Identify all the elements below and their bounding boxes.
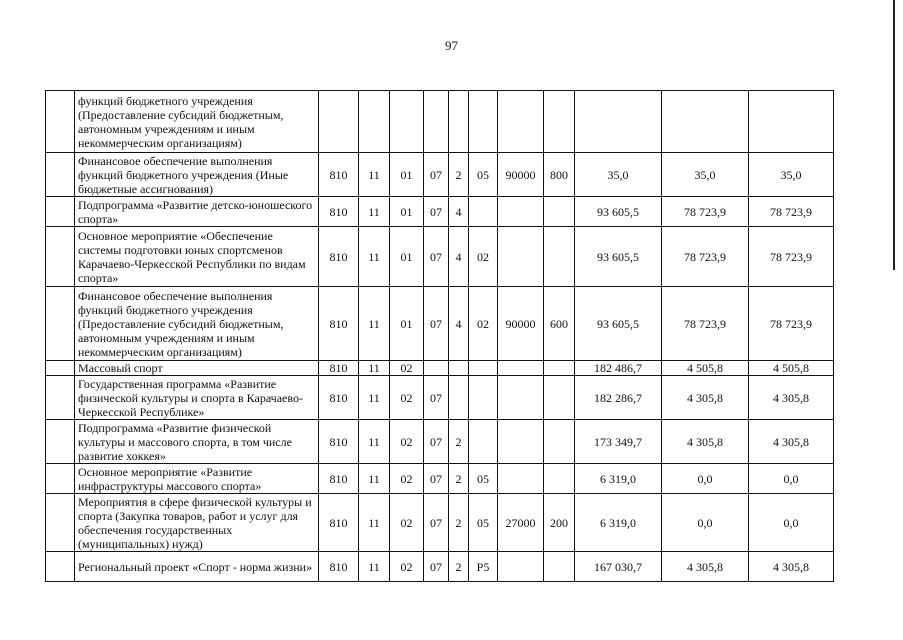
table-row <box>46 91 834 153</box>
code-cell-c1: 810 <box>319 287 359 361</box>
code-cell-c4: 07 <box>424 552 449 582</box>
code-cell-c2: 11 <box>359 153 390 197</box>
code-cell-c1: 810 <box>319 197 359 227</box>
amount-cell-v2: 4 305,8 <box>662 376 749 420</box>
code-cell-c7 <box>498 361 544 376</box>
row-margin-cell <box>46 153 75 197</box>
row-margin-cell <box>46 494 75 552</box>
code-cell-c5 <box>449 361 469 376</box>
row-margin-cell <box>46 420 75 464</box>
code-cell-c8: 600 <box>544 287 575 361</box>
code-cell-c6 <box>469 91 498 153</box>
amount-cell-v1 <box>575 91 662 153</box>
table-row <box>46 464 834 494</box>
code-cell-c7: 27000 <box>498 494 544 552</box>
code-cell-c2: 11 <box>359 464 390 494</box>
budget-table <box>45 90 834 582</box>
code-cell-c6 <box>469 376 498 420</box>
row-margin-cell <box>46 464 75 494</box>
row-margin-cell <box>46 227 75 287</box>
code-cell-c8 <box>544 361 575 376</box>
amount-cell-v3: 78 723,9 <box>749 227 834 287</box>
row-description: Основное мероприятие «Развитие инфраструктуры массового спорта» <box>75 464 319 494</box>
amount-cell-v1: 182 286,7 <box>575 376 662 420</box>
code-cell-c1: 810 <box>319 494 359 552</box>
amount-cell-v3: 0,0 <box>749 464 834 494</box>
code-cell-c8 <box>544 464 575 494</box>
amount-cell-v1: 93 605,5 <box>575 227 662 287</box>
code-cell-c1: 810 <box>319 376 359 420</box>
code-cell-c1: 810 <box>319 153 359 197</box>
amount-cell-v1: 6 319,0 <box>575 494 662 552</box>
code-cell-c7 <box>498 552 544 582</box>
amount-cell-v2: 4 305,8 <box>662 420 749 464</box>
code-cell-c1: 810 <box>319 227 359 287</box>
code-cell-c4: 07 <box>424 197 449 227</box>
amount-cell-v1: 182 486,7 <box>575 361 662 376</box>
row-description: Мероприятия в сфере физической культуры и спорта (Закупка товаров, работ и услуг для обеспечения государственных (муниципальных) нужд) <box>75 494 319 552</box>
code-cell-c4: 07 <box>424 420 449 464</box>
code-cell-c8: 800 <box>544 153 575 197</box>
table-row <box>46 197 834 227</box>
amount-cell-v2: 0,0 <box>662 494 749 552</box>
code-cell-c2 <box>359 91 390 153</box>
amount-cell-v2: 0,0 <box>662 464 749 494</box>
code-cell-c8 <box>544 376 575 420</box>
row-description: Региональный проект «Спорт - норма жизни» <box>75 552 319 582</box>
code-cell-c5: 2 <box>449 153 469 197</box>
row-margin-cell <box>46 361 75 376</box>
amount-cell-v1: 35,0 <box>575 153 662 197</box>
code-cell-c3: 01 <box>390 197 424 227</box>
row-description: Основное мероприятие «Обеспечение системы подготовки юных спортсменов Карачаево-Черкесской Республики по видам спорта» <box>75 227 319 287</box>
amount-cell-v3: 4 505,8 <box>749 361 834 376</box>
row-margin-cell <box>46 287 75 361</box>
page-number: 97 <box>445 38 458 53</box>
code-cell-c1: 810 <box>319 420 359 464</box>
amount-cell-v3: 78 723,9 <box>749 287 834 361</box>
code-cell-c1: 810 <box>319 361 359 376</box>
row-description: Финансовое обеспечение выполнения функций бюджетного учреждения (Иные бюджетные ассигнования) <box>75 153 319 197</box>
code-cell-c6: 02 <box>469 287 498 361</box>
code-cell-c5: 2 <box>449 464 469 494</box>
amount-cell-v2: 4 505,8 <box>662 361 749 376</box>
code-cell-c6: 05 <box>469 494 498 552</box>
amount-cell-v1: 93 605,5 <box>575 197 662 227</box>
page-edge-bar <box>893 0 895 270</box>
code-cell-c6 <box>469 361 498 376</box>
amount-cell-v3: 0,0 <box>749 494 834 552</box>
code-cell-c4: 07 <box>424 153 449 197</box>
code-cell-c4: 07 <box>424 494 449 552</box>
code-cell-c1: 810 <box>319 552 359 582</box>
code-cell-c3: 01 <box>390 153 424 197</box>
row-description: функций бюджетного учреждения (Предоставление субсидий бюджетным, автономным учреждениям и иным некоммерческим организациям) <box>75 91 319 153</box>
code-cell-c2: 11 <box>359 287 390 361</box>
code-cell-c1 <box>319 91 359 153</box>
code-cell-c3: 02 <box>390 494 424 552</box>
code-cell-c5: 4 <box>449 287 469 361</box>
row-margin-cell <box>46 552 75 582</box>
amount-cell-v3: 4 305,8 <box>749 376 834 420</box>
code-cell-c5: 2 <box>449 552 469 582</box>
code-cell-c7 <box>498 376 544 420</box>
row-margin-cell <box>46 376 75 420</box>
amount-cell-v1: 93 605,5 <box>575 287 662 361</box>
table-row <box>46 153 834 197</box>
code-cell-c2: 11 <box>359 494 390 552</box>
code-cell-c7 <box>498 227 544 287</box>
table-row <box>46 420 834 464</box>
amount-cell-v1: 6 319,0 <box>575 464 662 494</box>
table-row <box>46 287 834 361</box>
code-cell-c8: 200 <box>544 494 575 552</box>
row-description: Подпрограмма «Развитие детско-юношеского спорта» <box>75 197 319 227</box>
amount-cell-v2 <box>662 91 749 153</box>
code-cell-c4: 07 <box>424 376 449 420</box>
amount-cell-v2: 78 723,9 <box>662 227 749 287</box>
code-cell-c4: 07 <box>424 464 449 494</box>
code-cell-c5: 4 <box>449 227 469 287</box>
code-cell-c8 <box>544 197 575 227</box>
row-description: Подпрограмма «Развитие физической культуры и массового спорта, в том числе развитие хоккея» <box>75 420 319 464</box>
table-row <box>46 376 834 420</box>
row-description: Массовый спорт <box>75 361 319 376</box>
code-cell-c5: 2 <box>449 420 469 464</box>
code-cell-c3: 02 <box>390 464 424 494</box>
code-cell-c4: 07 <box>424 287 449 361</box>
code-cell-c6: 02 <box>469 227 498 287</box>
code-cell-c7: 90000 <box>498 287 544 361</box>
code-cell-c1: 810 <box>319 464 359 494</box>
amount-cell-v3: 78 723,9 <box>749 197 834 227</box>
code-cell-c6: 05 <box>469 464 498 494</box>
table-row <box>46 552 834 582</box>
code-cell-c3: 02 <box>390 552 424 582</box>
code-cell-c7 <box>498 464 544 494</box>
code-cell-c7 <box>498 91 544 153</box>
table-row <box>46 494 834 552</box>
amount-cell-v2: 4 305,8 <box>662 552 749 582</box>
code-cell-c4 <box>424 361 449 376</box>
amount-cell-v1: 173 349,7 <box>575 420 662 464</box>
code-cell-c5: 2 <box>449 494 469 552</box>
code-cell-c6: P5 <box>469 552 498 582</box>
code-cell-c2: 11 <box>359 420 390 464</box>
code-cell-c2: 11 <box>359 376 390 420</box>
code-cell-c7 <box>498 197 544 227</box>
code-cell-c3: 02 <box>390 420 424 464</box>
amount-cell-v2: 78 723,9 <box>662 197 749 227</box>
code-cell-c3 <box>390 91 424 153</box>
code-cell-c4 <box>424 91 449 153</box>
row-margin-cell <box>46 197 75 227</box>
code-cell-c8 <box>544 227 575 287</box>
code-cell-c3: 01 <box>390 227 424 287</box>
code-cell-c5: 4 <box>449 197 469 227</box>
amount-cell-v3: 4 305,8 <box>749 420 834 464</box>
code-cell-c6 <box>469 197 498 227</box>
code-cell-c2: 11 <box>359 197 390 227</box>
row-margin-cell <box>46 91 75 153</box>
amount-cell-v1: 167 030,7 <box>575 552 662 582</box>
code-cell-c2: 11 <box>359 361 390 376</box>
code-cell-c3: 01 <box>390 287 424 361</box>
amount-cell-v3: 4 305,8 <box>749 552 834 582</box>
code-cell-c8 <box>544 420 575 464</box>
code-cell-c3: 02 <box>390 376 424 420</box>
amount-cell-v3 <box>749 91 834 153</box>
table-row <box>46 227 834 287</box>
code-cell-c7: 90000 <box>498 153 544 197</box>
row-description: Финансовое обеспечение выполнения функций бюджетного учреждения (Предоставление субсидий бюджетным, автономным учреждениям и иным некоммерческим организациям) <box>75 287 319 361</box>
code-cell-c3: 02 <box>390 361 424 376</box>
code-cell-c2: 11 <box>359 227 390 287</box>
amount-cell-v3: 35,0 <box>749 153 834 197</box>
code-cell-c8 <box>544 552 575 582</box>
row-description: Государственная программа «Развитие физической культуры и спорта в Карачаево-Черкесской Республике» <box>75 376 319 420</box>
table-row <box>46 361 834 376</box>
code-cell-c6 <box>469 420 498 464</box>
code-cell-c7 <box>498 420 544 464</box>
code-cell-c5 <box>449 91 469 153</box>
amount-cell-v2: 35,0 <box>662 153 749 197</box>
amount-cell-v2: 78 723,9 <box>662 287 749 361</box>
code-cell-c6: 05 <box>469 153 498 197</box>
code-cell-c4: 07 <box>424 227 449 287</box>
code-cell-c5 <box>449 376 469 420</box>
code-cell-c2: 11 <box>359 552 390 582</box>
code-cell-c8 <box>544 91 575 153</box>
